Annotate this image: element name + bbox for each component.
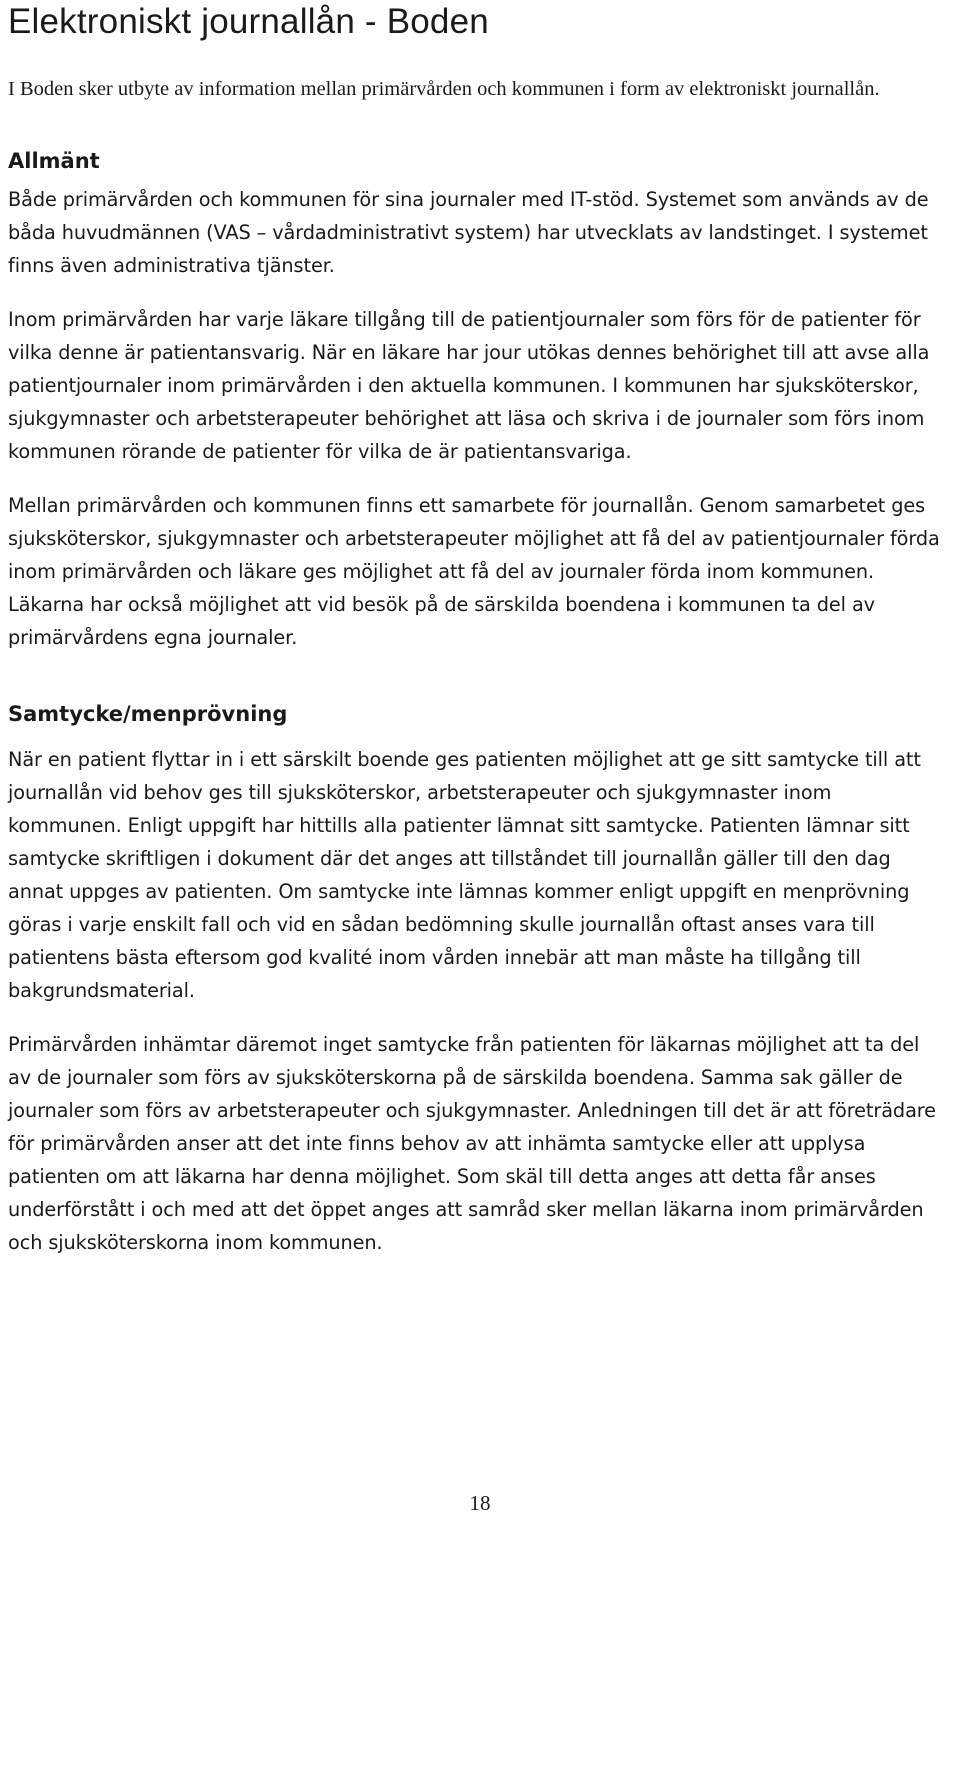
- samtycke-paragraph-1: När en patient flyttar in i ett särskilt boende ges patienten möjlighet att ge sitt samtycke till att journallån vid behov ges till sjuksköterskor, arbetsterapeuter och sjukgymnaster inom kommunen. Enligt uppgift har hittills alla patienter lämnat sitt samtycke. Patienten lämnar sitt samtycke skriftligen i dokument där det anges att tillståndet till journallån gäller till den dag annat uppges av patienten. Om samtycke inte lämnas kommer enligt uppgift en menprövning göras i varje enskilt fall och vid en sådan bedömning skulle journallån oftast anses vara till patientens bästa eftersom god kvalité inom vården innebär att man måste ha tillgång till bakgrundsmaterial.: [8, 748, 921, 1002]
- page-number: 18: [469, 1491, 491, 1515]
- allmant-paragraph-1: Både primärvården och kommunen för sina journaler med IT-stöd. Systemet som används av de båda huvudmännen (VAS – vårdadministrativt system) har utvecklats av landstinget. I systemet finns även administrativa tjänster.: [8, 188, 929, 277]
- section-heading-samtycke: Samtycke/menprövning: [8, 702, 288, 726]
- allmant-paragraph-2: Inom primärvården har varje läkare tillgång till de patientjournaler som förs för de patienter för vilka denne är patientansvarig. När en läkare har jour utökas dennes behörighet till att avse alla patientjournaler inom primärvården i den aktuella kommunen. I kommunen har sjuksköterskor, sjukgymnaster och arbetsterapeuter behörighet att läsa och skriva i de journaler som förs inom kommunen rörande de patienter för vilka de är patientansvariga.: [8, 308, 930, 463]
- page-title: Elektroniskt journallån - Boden: [8, 2, 489, 41]
- samtycke-paragraph-2: Primärvården inhämtar däremot inget samtycke från patienten för läkarnas möjlighet att ta del av de journaler som förs av sjuksköterskorna på de särskilda boendena. Samma sak gäller de journaler som förs av arbetsterapeuter och sjukgymnaster. Anledningen till det är att företrädare för primärvården anser att det inte finns behov av att inhämta samtycke eller att upplysa patienten om att läkarna har denna möjlighet. Som skäl till detta anges att detta får anses underförstått i och med att det öppet anges att samråd sker mellan läkarna inom primärvården och sjuksköterskorna inom kommunen.: [8, 1033, 936, 1254]
- allmant-paragraph-3: Mellan primärvården och kommunen finns ett samarbete för journallån. Genom samarbetet ges sjuksköterskor, sjukgymnaster och arbetsterapeuter möjlighet att få del av patientjournaler förda inom primärvården och läkare ges möjlighet att få del av journaler förda inom kommunen. Läkarna har också möjlighet att vid besök på de särskilda boendena i kommunen ta del av primärvårdens egna journaler.: [8, 494, 940, 649]
- intro-paragraph: I Boden sker utbyte av information mellan primärvården och kommunen i form av elektroniskt journallån.: [8, 78, 880, 100]
- document-page: [8, 0, 948, 1259]
- section-heading-allmant: Allmänt: [8, 149, 100, 173]
